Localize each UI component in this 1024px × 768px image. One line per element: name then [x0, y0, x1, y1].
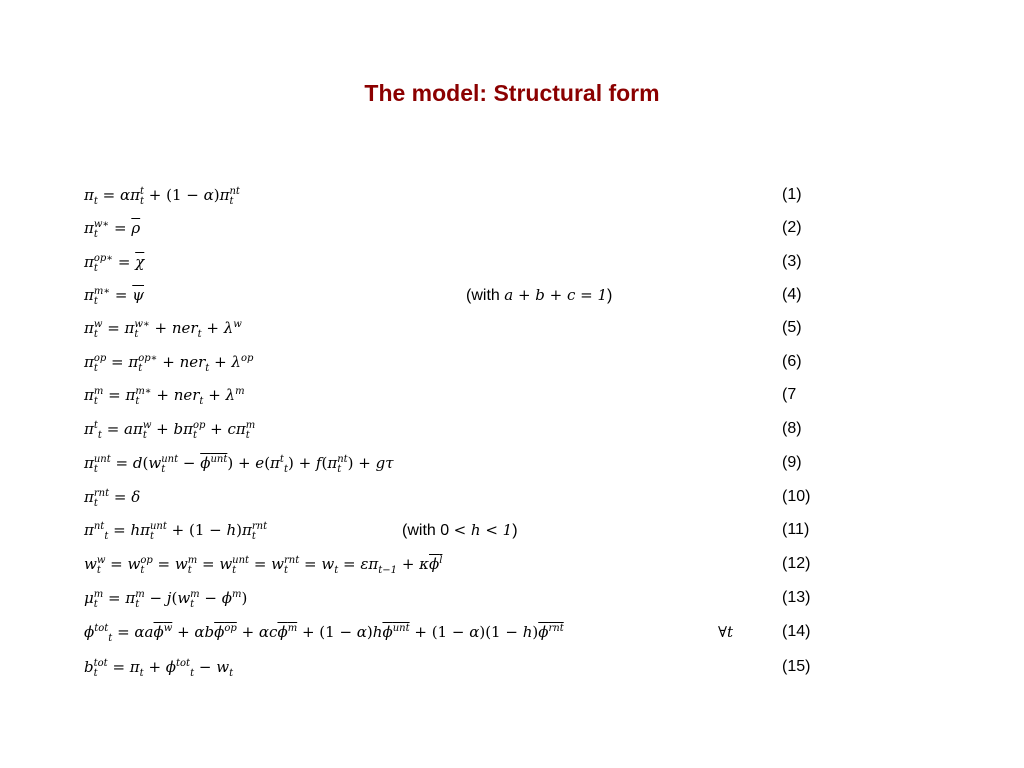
equation-number: (8) — [782, 420, 802, 437]
equation-number: (13) — [782, 589, 811, 606]
equation-6-formula: π op t = π op∗ t + $ner_t + \lambda^{op}$ — [84, 353, 254, 374]
page-title: The model: Structural form — [364, 80, 660, 106]
equation-7-formula: π m t = π m∗ t + $ner_t + \lambda^m$ — [84, 386, 245, 407]
equation-number: (5) — [782, 319, 802, 336]
equation-number: (2) — [782, 219, 802, 236]
equation-14 — [84, 617, 824, 647]
equation-number: (14) — [782, 623, 811, 640]
equation-5-formula: π w t = π w∗ t + $ner_t + \lambda^w$ — [84, 319, 242, 340]
equation-11-formula: $\pi^{nt}_t = h\pi$ unt t + (1 − h)π rnt t — [84, 521, 268, 542]
equation-15 — [84, 652, 824, 682]
equation-9 — [84, 448, 824, 478]
equation-9-formula: π unt t = d(w unt t − $\phi^{unt}) + e(\pi^t_t) + f(\pi$ nt t ) + gτ — [84, 454, 394, 475]
equation-13-formula: μ m t = π m t − j(w m t − $\phi^m$) — [84, 589, 248, 610]
equation-12-formula: w w t = w op t = w m t = w unt t = w rnt t = $w_t = \varepsilon\pi_{t-1} + \kappa\phi^l$ — [84, 555, 443, 576]
equation-10-formula: π rnt t = δ — [84, 488, 141, 509]
equation-11-annotation: (with 0 < h < 1) — [402, 521, 518, 539]
equation-6 — [84, 347, 824, 377]
equation-13 — [84, 583, 824, 613]
equation-number: (10) — [782, 488, 811, 505]
equation-2-formula: π w∗ t = $\overline{\rho}$ — [84, 219, 141, 240]
equation-15-formula: b tot t = $\pi_t + \phi^{tot}_t - w_t$ — [84, 658, 234, 679]
equation-8 — [84, 414, 824, 444]
equation-number: (3) — [782, 253, 802, 270]
equation-number: (1) — [782, 186, 802, 203]
equation-4-formula: π m∗ t = $\overline{\psi}$ — [84, 286, 145, 307]
equation-2 — [84, 213, 824, 243]
equation-number: (7 — [782, 386, 797, 403]
equation-1 — [84, 180, 824, 210]
equation-number: (6) — [782, 353, 802, 370]
equation-3 — [84, 247, 824, 277]
equation-number: (12) — [782, 555, 811, 572]
equation-4 — [84, 280, 824, 310]
equation-3-formula: π op∗ t = $\overline{\chi}$ — [84, 253, 145, 274]
equation-number: (15) — [782, 658, 811, 675]
equation-12 — [84, 549, 824, 579]
equation-8-formula: $\pi^t_t = a\pi$ w t + bπ op t + cπ m t — [84, 420, 256, 441]
equation-5 — [84, 313, 824, 343]
equation-number: (4) — [782, 286, 802, 303]
equation-7 — [84, 380, 824, 410]
equation-number: (9) — [782, 454, 802, 471]
equation-number: (11) — [782, 521, 810, 538]
equation-10 — [84, 482, 824, 512]
equation-14-formula: $\phi^{tot}_t = \alpha a\phi^w + \alpha b\phi^{op} + \alpha c\phi^m + (1 - \alpha)h\phi^{unt} + (1 - \alpha)(1 - h)\phi^{rnt}$ — [84, 623, 564, 644]
equation-4-annotation: (with a + b + c = 1) — [466, 286, 613, 304]
equation-14-forall: ∀t — [718, 623, 734, 641]
equation-11 — [84, 515, 824, 545]
equation-1-formula: $\pi_t = \alpha\pi$ t t + (1 − α)π nt t — [84, 186, 240, 207]
